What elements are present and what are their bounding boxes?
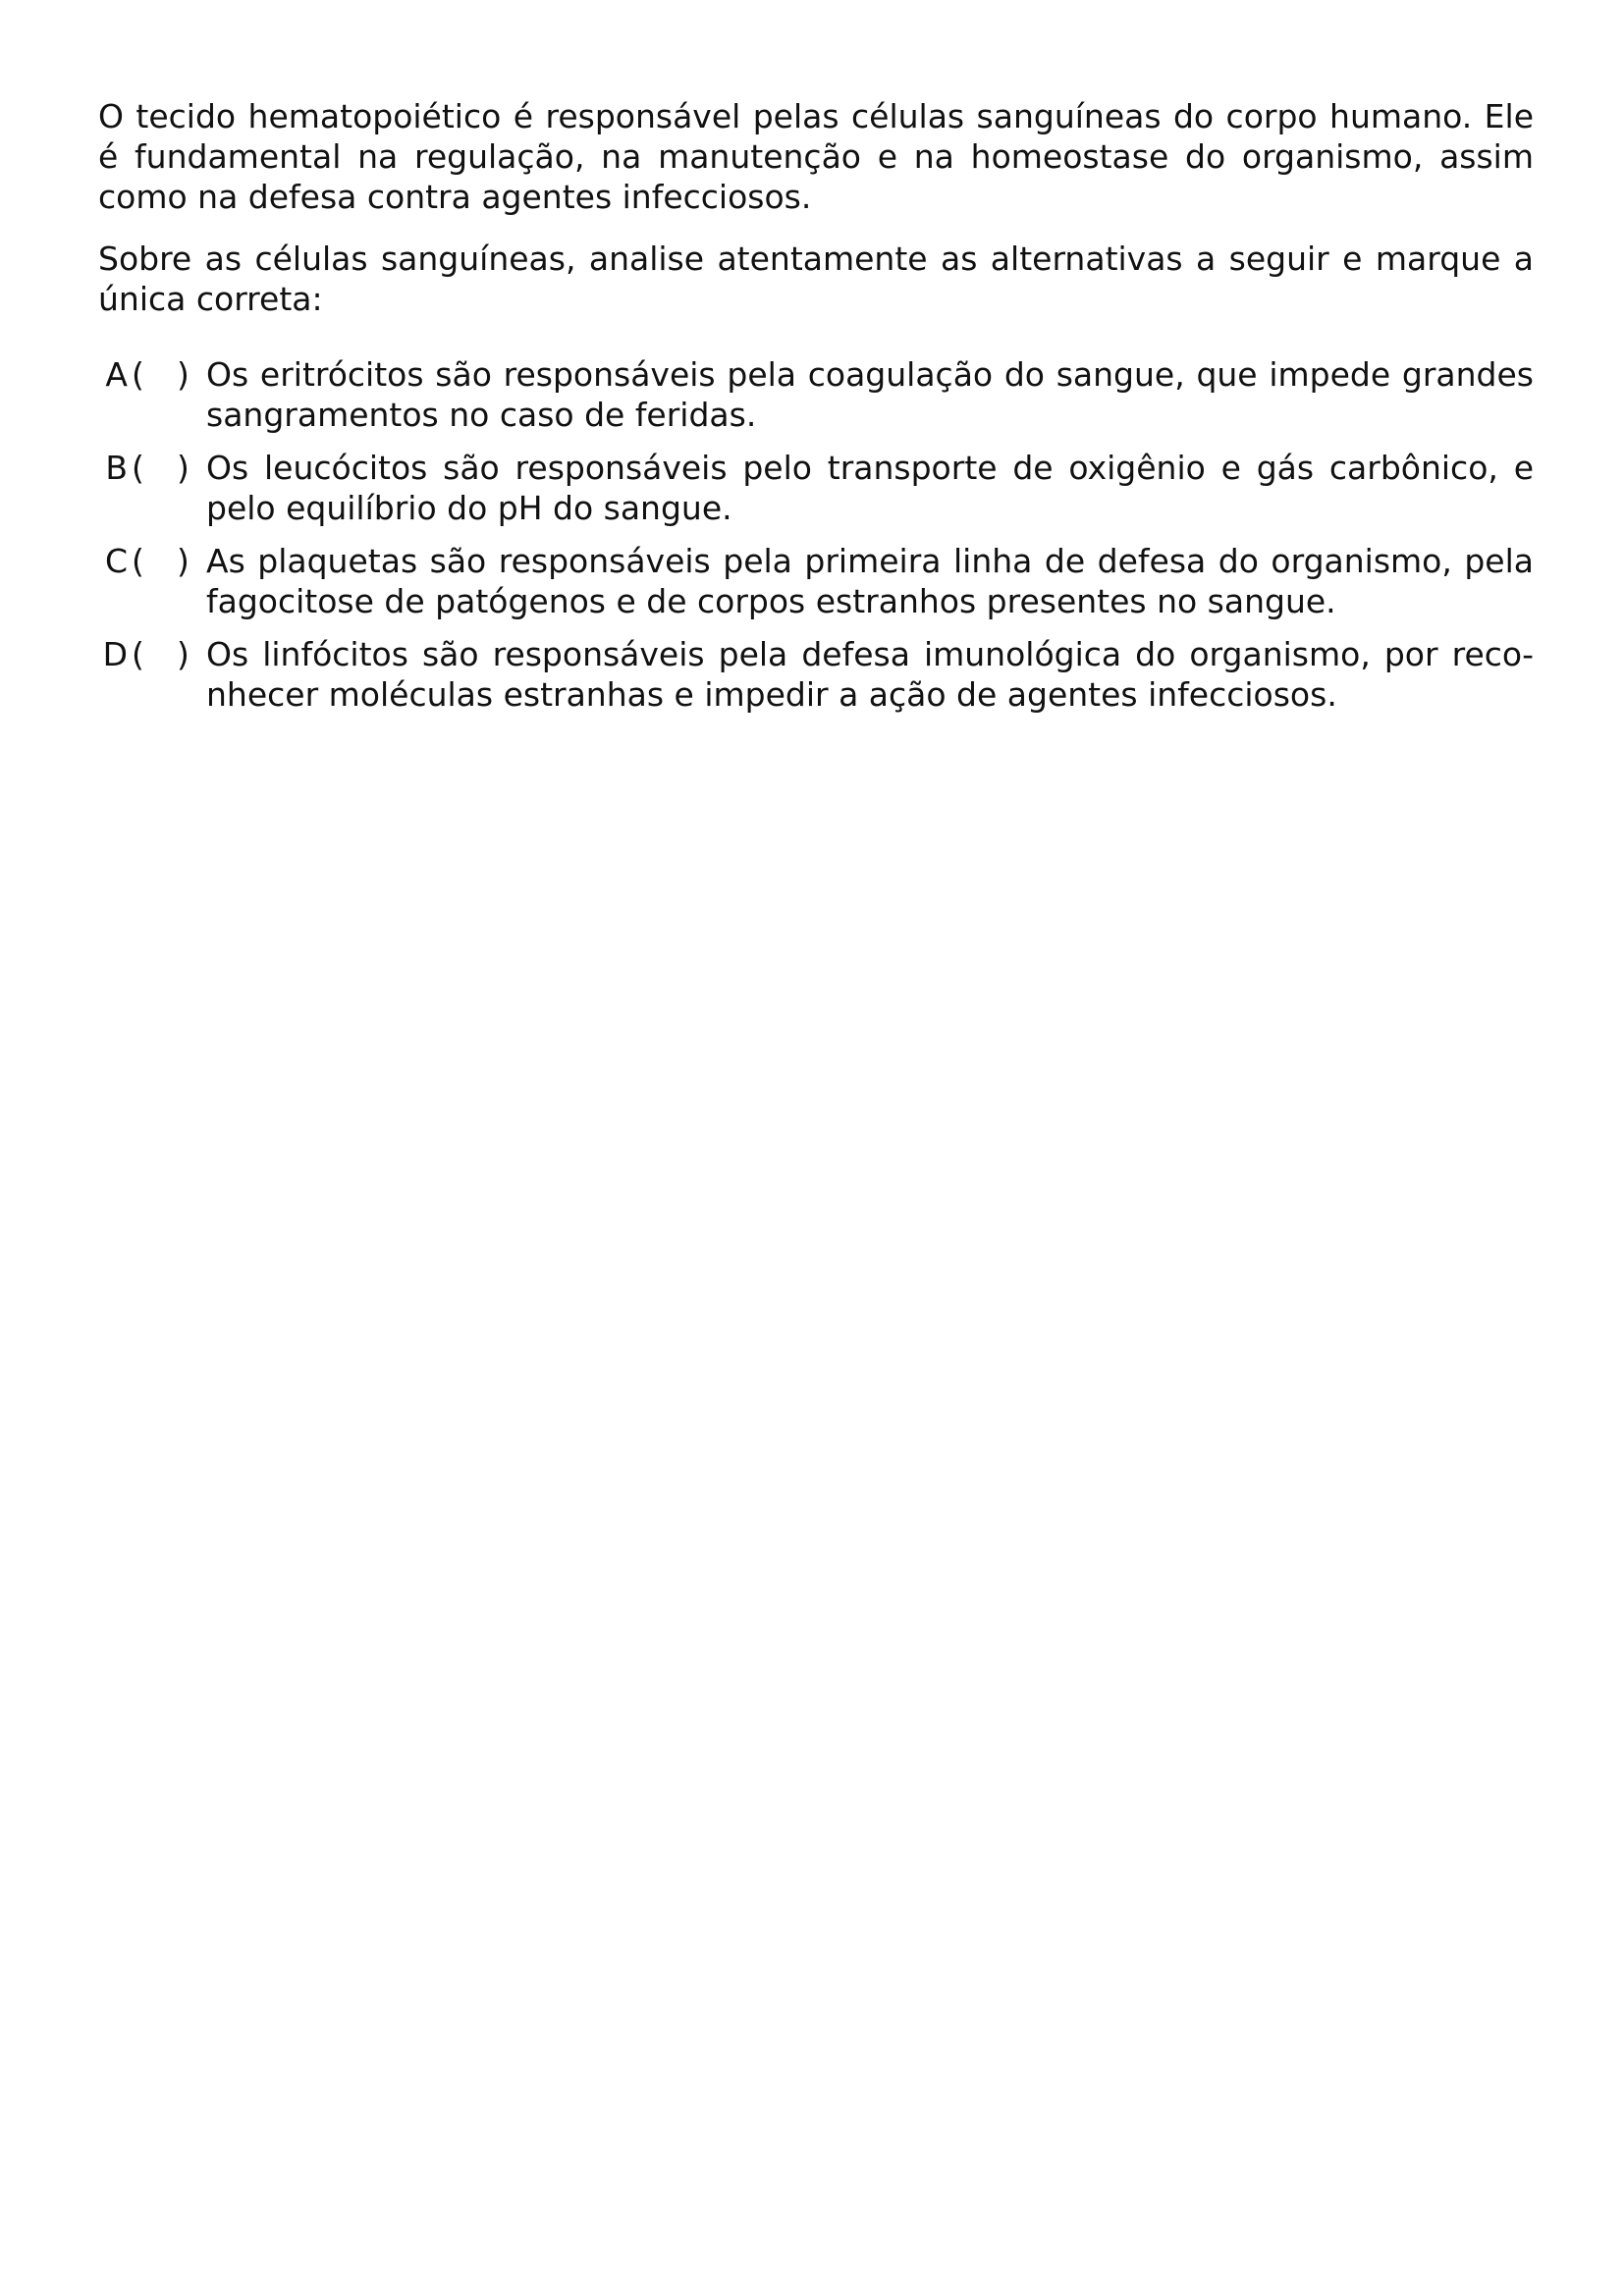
question-intro-paragraph: O tecido hematopoiético é responsável pelas células sanguíneas do corpo humano. Ele é fundamental na regulação, na manutenção e na homeostase do organismo, assim como na defesa contra agentes infecciosos. bbox=[98, 97, 1534, 216]
option-c-checkbox-close[interactable]: ) bbox=[177, 542, 189, 580]
option-c-letter: C bbox=[104, 542, 128, 580]
option-a-marker[interactable] bbox=[98, 354, 206, 395]
option-d-text: Os linfócitos são responsáveis pela defesa imunológica do organismo, por reconhecer moléculas estranhas e impedir a ação de agentes infecciosos. bbox=[206, 635, 1534, 714]
option-a-checkbox-open[interactable]: ( bbox=[132, 355, 144, 394]
option-c-checkbox-open[interactable]: ( bbox=[132, 542, 144, 580]
question-prompt-paragraph: Sobre as células sanguíneas, analise atentamente as alternativas a seguir e marque a única correta: bbox=[98, 240, 1534, 318]
option-c-text: As plaquetas são responsáveis pela primeira linha de defesa do organismo, pela fagocitose de patógenos e de corpos estranhos presentes no sangue. bbox=[206, 542, 1534, 620]
option-b[interactable] bbox=[98, 448, 1534, 528]
option-d-checkbox-close[interactable]: ) bbox=[177, 635, 189, 673]
option-d-checkbox-open[interactable]: ( bbox=[132, 635, 144, 673]
option-c[interactable] bbox=[98, 541, 1534, 621]
option-d-marker[interactable] bbox=[98, 634, 206, 674]
option-a-checkbox-close[interactable]: ) bbox=[177, 355, 189, 394]
question-page bbox=[98, 96, 1534, 727]
option-b-letter: B bbox=[105, 449, 128, 487]
option-a[interactable] bbox=[98, 354, 1534, 435]
option-b-text: Os leucócitos são responsáveis pelo transporte de oxigênio e gás carbônico, e pelo equilíbrio do pH do sangue. bbox=[206, 449, 1534, 527]
option-b-marker[interactable] bbox=[98, 448, 206, 488]
option-c-marker[interactable] bbox=[98, 541, 206, 581]
option-d[interactable] bbox=[98, 634, 1534, 715]
option-b-checkbox-open[interactable]: ( bbox=[132, 449, 144, 487]
option-a-text: Os eritrócitos são responsáveis pela coagulação do sangue, que impede grandes sangramentos no caso de feridas. bbox=[206, 355, 1534, 434]
option-b-checkbox-close[interactable]: ) bbox=[177, 449, 189, 487]
option-a-letter: A bbox=[105, 355, 128, 394]
answer-options bbox=[98, 354, 1534, 715]
option-d-letter: D bbox=[102, 635, 128, 673]
